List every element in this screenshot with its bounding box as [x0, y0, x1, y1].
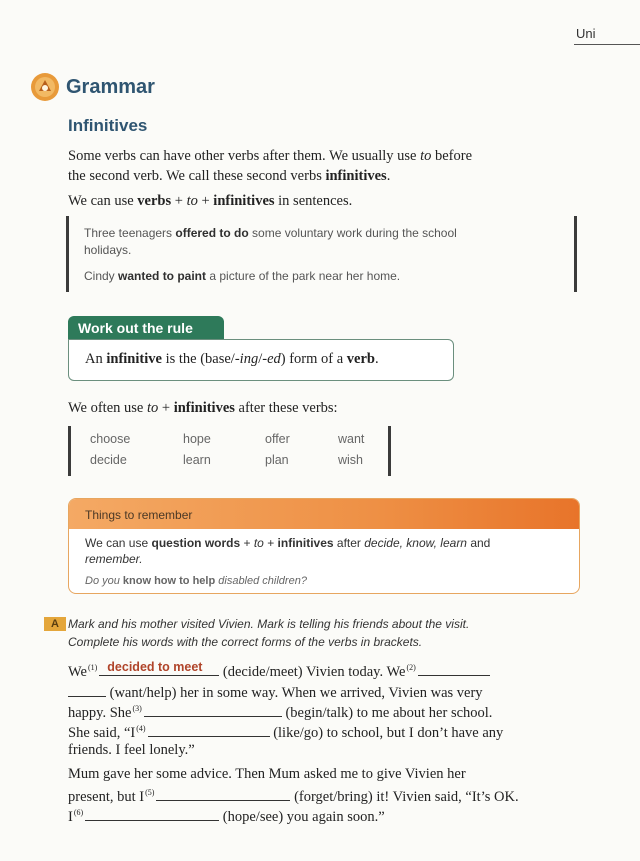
verb-item: wish — [338, 453, 364, 467]
verb-item: hope — [183, 432, 211, 446]
example-bar-left — [66, 216, 69, 292]
blank-5[interactable] — [156, 786, 290, 801]
verb-list — [68, 426, 394, 476]
things-to-remember-example: Do you know how to help disabled children? — [85, 575, 307, 587]
example-bar-right — [574, 216, 577, 292]
things-to-remember-title: Things to remember — [85, 508, 193, 522]
exercise-instruction-2: Complete his words with the correct forms of the verbs in brackets. — [68, 635, 423, 649]
blank-2a[interactable] — [418, 661, 490, 676]
things-to-remember-rule: We can use question words + to + infinitives after decide, know, learn and remember. — [85, 536, 491, 566]
exercise-line-6: Mum gave her some advice. Then Mum asked me to give Vivien her — [68, 766, 466, 782]
verbs-intro: We often use to + infinitives after these verbs: — [68, 400, 338, 416]
verb-bar-right — [388, 426, 391, 476]
exercise-line-2: (want/help) her in some way. When we arrived, Vivien was very — [68, 682, 483, 702]
section-subtitle: Infinitives — [68, 116, 148, 135]
work-out-rule-box — [68, 339, 454, 381]
example-box — [66, 216, 578, 292]
exercise-a-badge: A — [44, 617, 66, 631]
verb-item: plan — [265, 453, 289, 467]
grammar-badge-icon — [30, 72, 60, 102]
exercise-line-3: happy. She$^{(3)}$ (begin/talk) to me about her school. — [68, 702, 492, 722]
exercise-instruction-1: Mark and his mother visited Vivien. Mark is telling his friends about the visit. — [68, 617, 470, 631]
exercise-line-1: We$^{(1)}$ decided to meet (decide/meet) Vivien today. We$^{(2)}$ — [68, 661, 490, 681]
unit-label: Uni — [576, 26, 596, 41]
verb-item: learn — [183, 453, 211, 467]
blank-6[interactable] — [85, 806, 219, 821]
example-sentence-2: Cindy wanted to paint a picture of the park near her home. — [84, 269, 401, 283]
exercise-line-7: present, but $I^{(5)}$ (forget/bring) it! Vivien said, “It’s OK. — [68, 786, 519, 806]
exercise-line-4: She said, “$I^{(4)}$ (like/go) to school, but I don’t have any — [68, 722, 503, 742]
work-out-rule-tab: Work out the rule — [68, 316, 224, 340]
work-out-rule-text: An infinitive is the (base/-ing/-ed) form of a verb. — [85, 351, 379, 367]
section-title: Grammar — [66, 75, 155, 98]
verb-bar-left — [68, 426, 71, 476]
example-sentence-1: Three teenagers offered to do some voluntary work during the school holidays. — [84, 226, 457, 257]
blank-2b[interactable] — [68, 682, 106, 697]
verb-item: decide — [90, 453, 127, 467]
header-rule — [574, 44, 640, 45]
answer-1: decided to meet — [107, 660, 203, 674]
exercise-line-8: $I^{(6)}$ (hope/see) you again soon.” — [68, 806, 385, 826]
verb-item: choose — [90, 432, 131, 446]
blank-4[interactable] — [148, 722, 270, 737]
intro-line-3: We can use verbs + to + infinitives in sentences. — [68, 193, 353, 209]
blank-3[interactable] — [144, 702, 282, 717]
exercise-line-5: friends. I feel lonely.” — [68, 742, 195, 758]
intro-line-2: the second verb. We call these second verbs infinitives. — [68, 168, 391, 184]
verb-item: want — [338, 432, 365, 446]
intro-line-1: Some verbs can have other verbs after them. We usually use to before — [68, 148, 473, 164]
section-header — [30, 72, 155, 102]
things-to-remember-box — [68, 498, 580, 594]
blank-1[interactable] — [99, 661, 219, 676]
verb-item: offer — [265, 432, 290, 446]
